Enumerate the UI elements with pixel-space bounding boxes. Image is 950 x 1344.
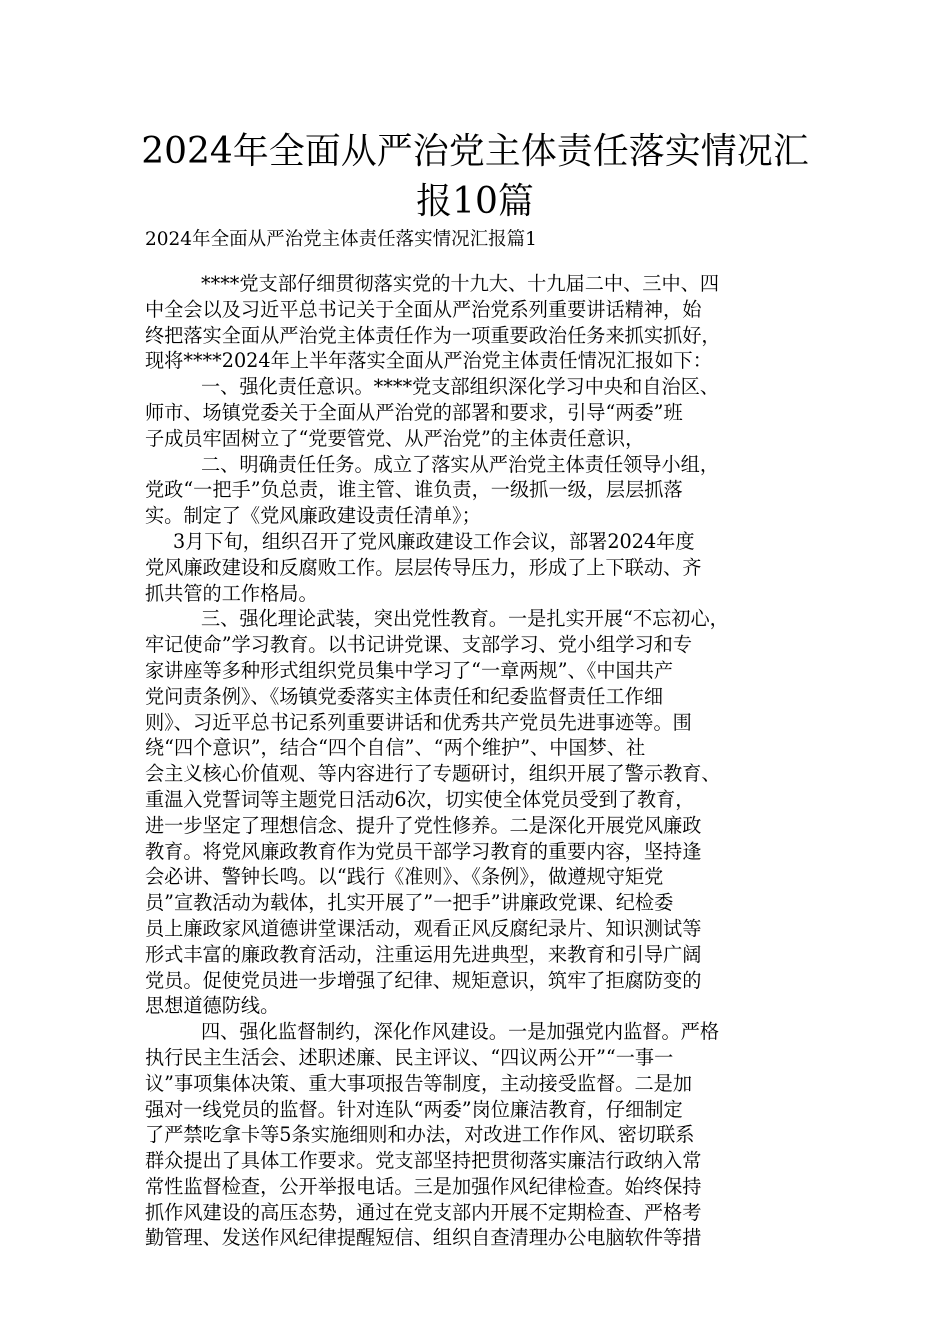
body-line: 了严禁吃拿卡等5条实施细则和办法，对改进工作作风、密切联系 — [145, 1123, 695, 1147]
body-line: 绕“四个意识”，结合“四个自信”、“两个维护”、中国梦、社 — [145, 736, 646, 760]
body-line: 则》、习近平总书记系列重要讲话和优秀共产党员先进事迹等。围 — [145, 710, 692, 734]
body-line: 家讲座等多种形式组织党员集中学习了“一章两规”、《中国共产 — [145, 658, 674, 682]
body-line: 三、强化理论武装，突出党性教育。一是扎实开展“不忘初心， — [201, 607, 729, 631]
body-line: ****党支部仔细贯彻落实党的十九大、十九届二中、三中、四 — [201, 272, 720, 295]
section-subtitle: 2024年全面从严治党主体责任落实情况汇报篇1 — [145, 229, 537, 250]
body-line: 重温入党誓词等主题党日活动6次，切实使全体党员受到了教育， — [145, 787, 695, 811]
body-line: 二、明确责任任务。成立了落实从严治党主体责任领导小组， — [201, 452, 720, 476]
body-line: 牢记使命”学习教育。以书记讲党课、支部学习、党小组学习和专 — [145, 633, 693, 657]
document-title-line-1: 2024年全面从严治党主体责任落实情况汇 — [141, 131, 809, 172]
body-line: 师市、场镇党委关于全面从严治党的部署和要求，引导“两委”班 — [145, 400, 683, 424]
body-line: 员”宣教活动为载体，扎实开展了”一把手”讲廉政党课、纪检委 — [145, 891, 674, 915]
body-line: 勤管理、发送作风纪律提醒短信、组织自查清理办公电脑软件等措 — [145, 1226, 702, 1250]
document-body — [145, 271, 825, 1251]
body-line: 党风廉政建设和反腐败工作。层层传导压力，形成了上下联动、齐 — [145, 555, 702, 579]
body-line: 终把落实全面从严治党主体责任作为一项重要政治任务来抓实抓好， — [145, 323, 721, 347]
body-line: 会必讲、警钟长鸣。以“践行《准则》、《条例》，做遵规守矩党 — [145, 865, 664, 889]
body-line: 四、强化监督制约，深化作风建设。一是加强党内监督。严格 — [201, 1020, 720, 1044]
body-line: 群众提出了具体工作要求。党支部坚持把贯彻落实廉洁行政纳入常 — [145, 1149, 702, 1173]
body-line: 3月下旬，组织召开了党风廉政建设工作会议，部署2024年度 — [173, 529, 695, 553]
body-line: 一、强化责任意识。****党支部组织深化学习中央和自治区、 — [201, 375, 720, 399]
body-line: 思想道德防线。 — [145, 994, 280, 1018]
body-line: 党政“一把手”负总责，谁主管、谁负责，一级抓一级，层层抓落 — [145, 478, 683, 502]
body-line: 中全会以及习近平总书记关于全面从严治党系列重要讲话精神，始 — [145, 297, 702, 321]
body-line: 党员。促使党员进一步增强了纪律、规矩意识，筑牢了拒腐防变的 — [145, 968, 702, 992]
body-line: 党问责条例》、《场镇党委落实主体责任和纪委监督责任工作细 — [145, 684, 664, 708]
document-title-line-2: 报10篇 — [416, 181, 534, 222]
body-line: 会主义核心价值观、等内容进行了专题研讨，组织开展了警示教育、 — [145, 762, 721, 786]
body-line: 抓作风建设的高压态势，通过在党支部内开展不定期检查、严格考 — [145, 1200, 702, 1224]
body-line: 执行民主生活会、述职述廉、民主评议、“四议两公开”“一事一 — [145, 1045, 674, 1069]
body-line: 常性监督检查，公开举报电话。三是加强作风纪律检查。始终保持 — [145, 1174, 702, 1198]
body-line: 实。制定了《党风廉政建设责任清单》； — [145, 504, 481, 528]
body-line: 员上廉政家风道德讲堂课活动，观看正风反腐纪录片、知识测试等 — [145, 916, 702, 940]
body-line: 子成员牢固树立了“党要管党、从严治党”的主体责任意识， — [145, 426, 645, 450]
body-line: 抓共管的工作格局。 — [145, 581, 318, 605]
body-line: 形式丰富的廉政教育活动，注重运用先进典型，来教育和引导广阔 — [145, 942, 702, 966]
body-line: 教育。将党风廉政教育作为党员干部学习教育的重要内容，坚持逢 — [145, 839, 702, 863]
body-line: 议”事项集体决策、重大事项报告等制度，主动接受监督。二是加 — [145, 1071, 693, 1095]
body-line: 强对一线党员的监督。针对连队“两委”岗位廉洁教育，仔细制定 — [145, 1097, 683, 1121]
body-line: 现将****2024年上半年落实全面从严治党主体责任情况汇报如下： — [145, 349, 712, 373]
body-line: 进一步坚定了理想信念、提升了党性修养。二是深化开展党风廉政 — [145, 813, 702, 837]
